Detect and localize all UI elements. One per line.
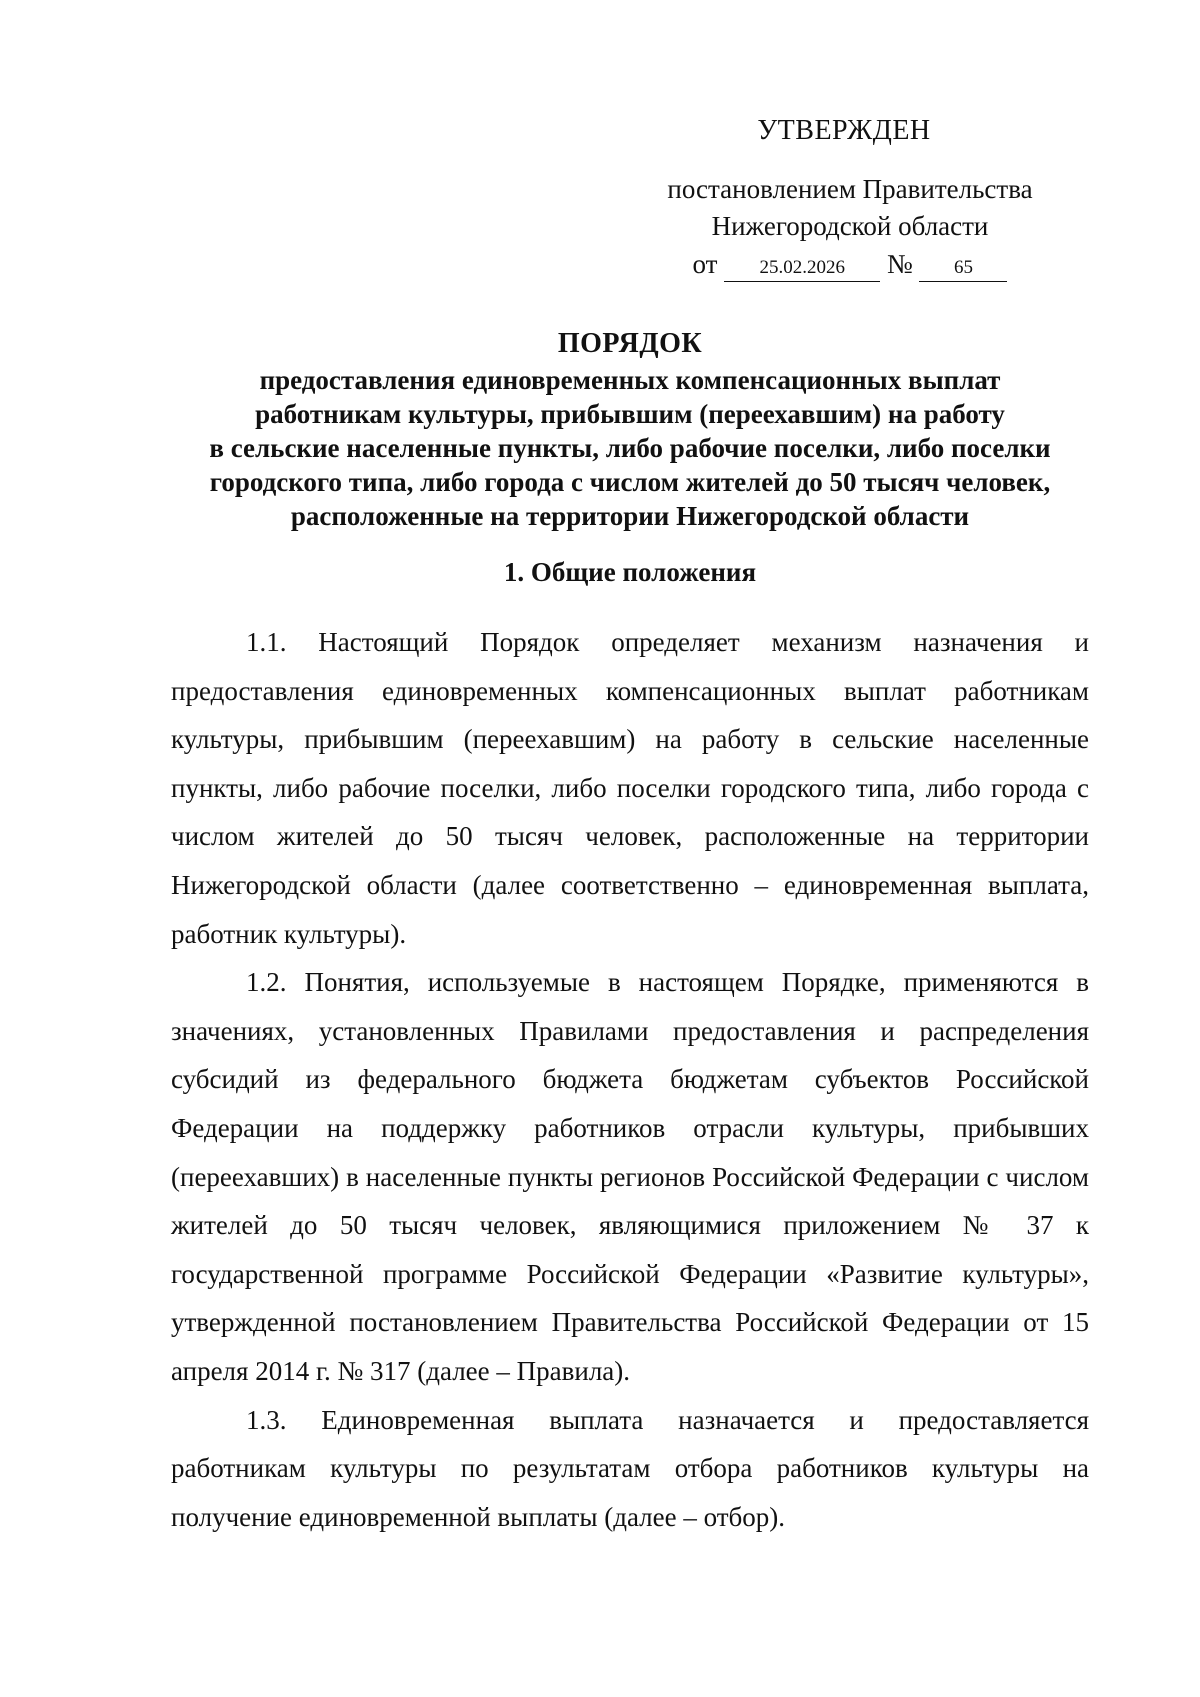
document-title xyxy=(170,327,1090,533)
approval-date-field: 25.02.2026 xyxy=(724,255,880,282)
title-line: в сельские населенные пункты, либо рабочие поселки, либо поселки xyxy=(209,433,1051,463)
approval-number-field: 65 xyxy=(919,255,1007,282)
document-body xyxy=(171,618,1089,1541)
title-line: работникам культуры, прибывшим (переехавшим) на работу xyxy=(255,399,1005,429)
paragraph-1-3: 1.3. Единовременная выплата назначается и предоставляется работникам культуры по результатам отбора работников культуры на получение единовременной выплаты (далее – отбор). xyxy=(171,1404,1089,1532)
title-line: предоставления единовременных компенсационных выплат xyxy=(259,365,1001,395)
approval-line-region: Нижегородской области xyxy=(711,211,989,241)
title-line: расположенные на территории Нижегородской области xyxy=(290,501,970,531)
section-title: 1. Общие положения xyxy=(503,557,757,587)
title-line: городского типа, либо города с числом жителей до 50 тысяч человек, xyxy=(209,467,1051,497)
number-sign: № xyxy=(886,249,913,279)
approval-stamp-block xyxy=(640,112,1060,283)
from-label: от xyxy=(692,249,718,279)
paragraph-1-1: 1.1. Настоящий Порядок определяет механизм назначения и предоставления единовременных компенсационных выплат работникам культуры, прибывшим (переехавшим) на работу в сельские населенные пункты, либо рабочие поселки, либо поселки городского типа, либо города с числом жителей до 50 тысяч человек, расположенные на территории Нижегородской области (далее соответственно – единовременная выплата, работник культуры). xyxy=(171,627,1089,949)
title-heading: ПОРЯДОК xyxy=(557,328,703,359)
paragraph-1-2: 1.2. Понятия, используемые в настоящем Порядке, применяются в значениях, установленных Правилами предоставления и распределения субсидий из федерального бюджета бюджетам субъектов Российской Федерации на поддержку работников отрасли культуры, прибывших (переехавших) в населенные пункты регионов Российской Федерации с числом жителей до 50 тысяч человек, являющимися приложением № 37 к государственной программе Российской Федерации «Развитие культуры», утвержденной постановлением Правительства Российской Федерации от 15 апреля 2014 г. № 317 (далее – Правила). xyxy=(171,967,1089,1386)
approval-line-resolution: постановлением Правительства xyxy=(667,174,1033,204)
approved-label: УТВЕРЖДЕН xyxy=(757,115,931,146)
approval-date-line xyxy=(640,245,1060,283)
